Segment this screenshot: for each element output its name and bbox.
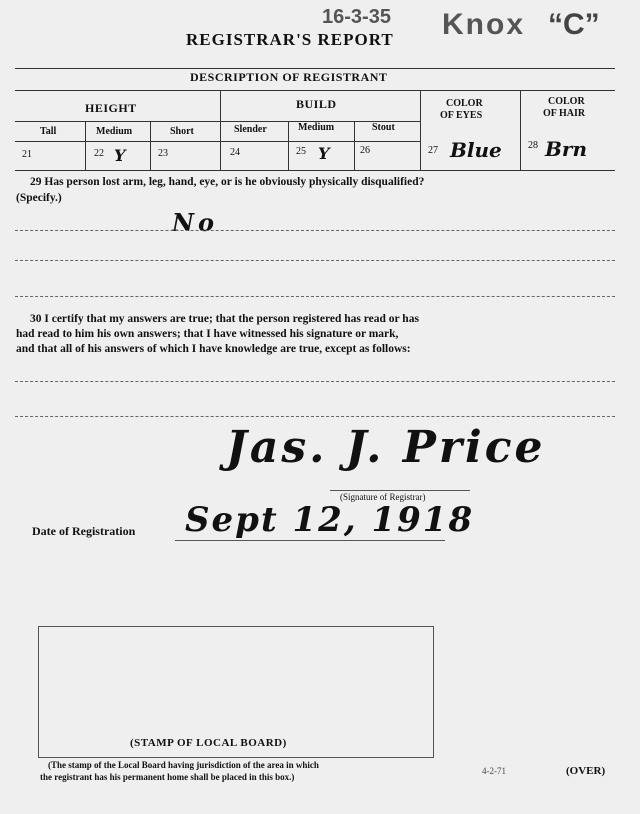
divider-tall-medium [85,121,86,170]
build-medium-mark: Y [318,144,330,163]
cell-num-28: 28 [528,140,538,151]
divider-medium-short [150,121,151,170]
registration-date-value: Sept 12, 1918 [185,500,475,540]
class-mark: “C” [548,8,600,41]
hair-header-line2: OF HAIR [543,108,586,119]
signature-caption: (Signature of Registrar) [340,492,426,502]
hair-color-value: Brn [545,137,587,161]
eye-color-value: Blue [450,138,502,162]
build-col-medium: Medium [298,122,335,133]
registration-date-label: Date of Registration [32,524,136,538]
q30-line-a [15,381,615,382]
divider-slender-medium [288,121,289,170]
cell-num-23: 23 [158,148,168,159]
q29-line-2 [15,260,615,261]
height-medium-mark: Y [114,146,126,165]
q30-line-2-text: had read to him his own answers; that I have witnessed his signature or mark, [16,328,399,340]
q29-answer: No [172,208,218,237]
q30-line-b [15,416,615,417]
divider-build-eyes [420,90,421,170]
build-header: BUILD [296,97,337,111]
build-col-slender: Slender [234,124,267,135]
serial-stamp: 16-3-35 [322,6,391,28]
stamp-label: (STAMP OF LOCAL BOARD) [130,737,287,749]
form-title: REGISTRAR'S REPORT [186,30,394,49]
height-col-short: Short [170,126,194,137]
cell-num-27: 27 [428,145,438,156]
q29-line-1 [15,230,615,231]
height-col-medium: Medium [96,126,133,137]
q29-line-3 [15,296,615,297]
registrar-signature: Jas. J. Price [226,422,546,473]
description-title: DESCRIPTION OF REGISTRANT [190,70,388,84]
build-col-stout: Stout [372,122,395,133]
cell-num-26: 26 [360,145,370,156]
eyes-header-line2: OF EYES [440,110,483,121]
divider-height-build [220,90,221,170]
height-col-tall: Tall [40,126,57,137]
height-header: HEIGHT [85,101,137,115]
table-rule-4 [15,141,420,142]
cell-num-22: 22 [94,148,104,159]
q30-line-3-text: and that all of his answers of which I have knowledge are true, except as follows: [16,343,411,355]
cell-num-25: 25 [296,146,306,157]
cell-num-24: 24 [230,147,240,158]
q29-specify: (Specify.) [16,192,62,204]
table-rule-3 [15,121,420,122]
stamp-note-line1: (The stamp of the Local Board having jurisdiction of the area in which [48,760,319,770]
divider-eyes-hair [520,90,521,170]
signature-underline [330,490,470,491]
eyes-header-line1: COLOR [446,98,483,109]
registration-date-underline [175,540,445,541]
table-bottom-rule [15,170,615,171]
divider-medium-stout [354,121,355,170]
county-stamp: Knox [442,8,525,41]
form-number: 4-2-71 [482,766,506,776]
table-top-rule [15,68,615,69]
q29-question: 29 Has person lost arm, leg, hand, eye, or is he obviously physically disqualified? [30,176,425,188]
table-rule-2 [15,90,615,91]
q30-line-1-text: 30 I certify that my answers are true; that the person registered has read or has [30,313,419,325]
stamp-note-line2: the registrant has his permanent home shall be placed in this box.) [40,772,295,782]
over-label: (OVER) [566,765,606,777]
cell-num-21: 21 [22,149,32,160]
hair-header-line1: COLOR [548,96,585,107]
